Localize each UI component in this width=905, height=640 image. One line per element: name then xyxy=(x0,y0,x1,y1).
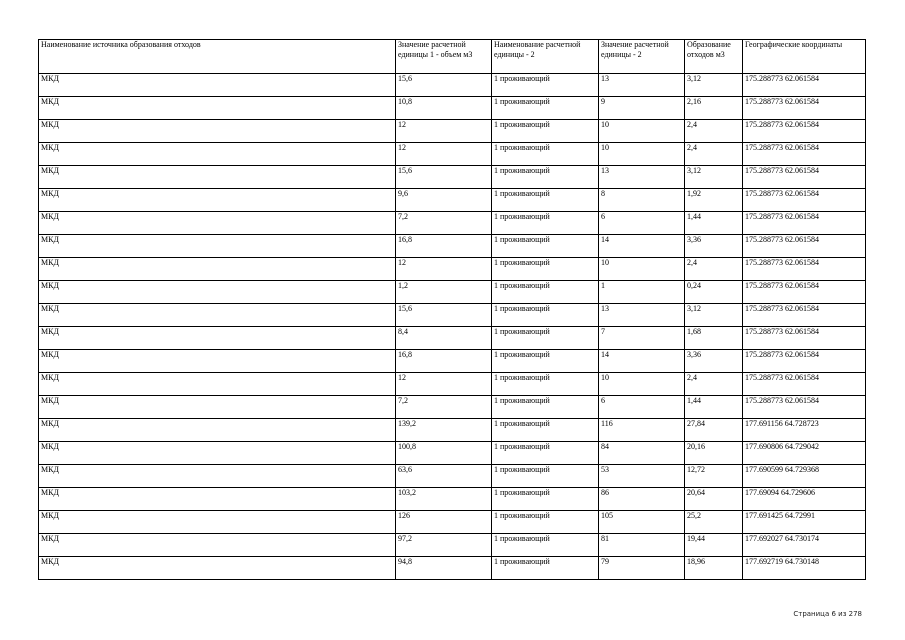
table-row xyxy=(39,557,866,580)
cell-unit-value-2: 8 xyxy=(599,189,685,212)
cell-unit-value-2: 79 xyxy=(599,557,685,580)
cell-unit-value-1: 7,2 xyxy=(396,396,492,419)
cell-waste-volume: 20,16 xyxy=(685,442,743,465)
cell-unit-value-1: 1,2 xyxy=(396,281,492,304)
table-row xyxy=(39,189,866,212)
cell-waste-volume: 18,96 xyxy=(685,557,743,580)
cell-unit-value-1: 9,6 xyxy=(396,189,492,212)
cell-unit-value-1: 97,2 xyxy=(396,534,492,557)
table-row xyxy=(39,143,866,166)
cell-waste-volume: 1,92 xyxy=(685,189,743,212)
cell-unit-name-2: 1 проживающий xyxy=(492,465,599,488)
cell-source: МКД xyxy=(39,327,396,350)
cell-unit-name-2: 1 проживающий xyxy=(492,511,599,534)
cell-source: МКД xyxy=(39,442,396,465)
cell-waste-volume: 1,68 xyxy=(685,327,743,350)
cell-unit-value-2: 10 xyxy=(599,143,685,166)
cell-unit-value-2: 7 xyxy=(599,327,685,350)
cell-unit-name-2: 1 проживающий xyxy=(492,373,599,396)
cell-unit-name-2: 1 проживающий xyxy=(492,396,599,419)
table-row xyxy=(39,258,866,281)
cell-coordinates: 177.69094 64.729606 xyxy=(743,488,866,511)
cell-source: МКД xyxy=(39,396,396,419)
cell-source: МКД xyxy=(39,304,396,327)
cell-unit-value-2: 13 xyxy=(599,304,685,327)
cell-unit-name-2: 1 проживающий xyxy=(492,120,599,143)
cell-waste-volume: 3,36 xyxy=(685,350,743,373)
cell-coordinates: 175.288773 62.061584 xyxy=(743,166,866,189)
cell-unit-name-2: 1 проживающий xyxy=(492,304,599,327)
column-header-unit-value-1: Значение расчетной единицы 1 - объем м3 xyxy=(396,40,492,74)
cell-unit-value-1: 63,6 xyxy=(396,465,492,488)
cell-coordinates: 175.288773 62.061584 xyxy=(743,120,866,143)
cell-unit-name-2: 1 проживающий xyxy=(492,235,599,258)
cell-unit-value-1: 94,8 xyxy=(396,557,492,580)
cell-unit-name-2: 1 проживающий xyxy=(492,281,599,304)
column-header-unit-value-2: Значение расчетной единицы - 2 xyxy=(599,40,685,74)
column-header-unit-name-2: Наименование расчетной единицы - 2 xyxy=(492,40,599,74)
cell-unit-value-1: 12 xyxy=(396,120,492,143)
waste-sources-table xyxy=(38,39,866,580)
cell-unit-name-2: 1 проживающий xyxy=(492,557,599,580)
cell-unit-value-1: 7,2 xyxy=(396,212,492,235)
cell-unit-name-2: 1 проживающий xyxy=(492,258,599,281)
cell-source: МКД xyxy=(39,189,396,212)
cell-waste-volume: 1,44 xyxy=(685,396,743,419)
table-row xyxy=(39,281,866,304)
cell-coordinates: 177.692027 64.730174 xyxy=(743,534,866,557)
cell-coordinates: 175.288773 62.061584 xyxy=(743,258,866,281)
cell-unit-value-2: 14 xyxy=(599,350,685,373)
cell-waste-volume: 0,24 xyxy=(685,281,743,304)
cell-coordinates: 175.288773 62.061584 xyxy=(743,143,866,166)
table-row xyxy=(39,235,866,258)
cell-coordinates: 175.288773 62.061584 xyxy=(743,396,866,419)
table-row xyxy=(39,327,866,350)
cell-unit-name-2: 1 проживающий xyxy=(492,534,599,557)
cell-unit-value-2: 81 xyxy=(599,534,685,557)
cell-coordinates: 175.288773 62.061584 xyxy=(743,235,866,258)
cell-waste-volume: 2,4 xyxy=(685,120,743,143)
cell-unit-value-2: 13 xyxy=(599,74,685,97)
cell-unit-name-2: 1 проживающий xyxy=(492,166,599,189)
column-header-waste-volume: Образование отходов м3 xyxy=(685,40,743,74)
cell-unit-value-2: 53 xyxy=(599,465,685,488)
cell-unit-value-2: 10 xyxy=(599,258,685,281)
table-row xyxy=(39,212,866,235)
cell-unit-value-1: 16,8 xyxy=(396,350,492,373)
cell-unit-value-1: 139,2 xyxy=(396,419,492,442)
cell-source: МКД xyxy=(39,74,396,97)
cell-coordinates: 177.691425 64.72991 xyxy=(743,511,866,534)
cell-source: МКД xyxy=(39,534,396,557)
cell-waste-volume: 3,12 xyxy=(685,304,743,327)
table-row xyxy=(39,534,866,557)
table-row xyxy=(39,396,866,419)
cell-coordinates: 175.288773 62.061584 xyxy=(743,327,866,350)
page-number-footer: Страница 6 из 278 xyxy=(793,610,862,618)
cell-coordinates: 175.288773 62.061584 xyxy=(743,373,866,396)
table-row xyxy=(39,511,866,534)
cell-source: МКД xyxy=(39,166,396,189)
cell-waste-volume: 2,4 xyxy=(685,373,743,396)
cell-unit-value-1: 15,6 xyxy=(396,74,492,97)
cell-source: МКД xyxy=(39,488,396,511)
cell-source: МКД xyxy=(39,97,396,120)
cell-unit-name-2: 1 проживающий xyxy=(492,97,599,120)
cell-source: МКД xyxy=(39,511,396,534)
cell-unit-value-1: 126 xyxy=(396,511,492,534)
cell-coordinates: 177.691156 64.728723 xyxy=(743,419,866,442)
cell-coordinates: 175.288773 62.061584 xyxy=(743,304,866,327)
cell-unit-name-2: 1 проживающий xyxy=(492,488,599,511)
cell-waste-volume: 2,4 xyxy=(685,258,743,281)
table-row xyxy=(39,419,866,442)
cell-unit-value-2: 86 xyxy=(599,488,685,511)
table-row xyxy=(39,465,866,488)
cell-unit-name-2: 1 проживающий xyxy=(492,189,599,212)
cell-unit-value-1: 100,8 xyxy=(396,442,492,465)
cell-coordinates: 175.288773 62.061584 xyxy=(743,212,866,235)
cell-waste-volume: 12,72 xyxy=(685,465,743,488)
cell-source: МКД xyxy=(39,373,396,396)
cell-source: МКД xyxy=(39,143,396,166)
cell-unit-value-2: 1 xyxy=(599,281,685,304)
cell-waste-volume: 1,44 xyxy=(685,212,743,235)
cell-unit-value-2: 116 xyxy=(599,419,685,442)
cell-unit-name-2: 1 проживающий xyxy=(492,327,599,350)
cell-waste-volume: 27,84 xyxy=(685,419,743,442)
table-row xyxy=(39,488,866,511)
cell-unit-value-1: 8,4 xyxy=(396,327,492,350)
table-row xyxy=(39,120,866,143)
cell-source: МКД xyxy=(39,350,396,373)
cell-source: МКД xyxy=(39,120,396,143)
cell-unit-value-2: 9 xyxy=(599,97,685,120)
cell-unit-value-1: 16,8 xyxy=(396,235,492,258)
cell-coordinates: 175.288773 62.061584 xyxy=(743,74,866,97)
cell-unit-value-1: 10,8 xyxy=(396,97,492,120)
table-row xyxy=(39,373,866,396)
cell-source: МКД xyxy=(39,281,396,304)
table-row xyxy=(39,304,866,327)
cell-unit-value-2: 6 xyxy=(599,396,685,419)
cell-unit-value-1: 12 xyxy=(396,143,492,166)
cell-unit-value-2: 13 xyxy=(599,166,685,189)
table-row xyxy=(39,166,866,189)
cell-waste-volume: 3,12 xyxy=(685,74,743,97)
cell-unit-value-1: 12 xyxy=(396,258,492,281)
cell-coordinates: 175.288773 62.061584 xyxy=(743,281,866,304)
cell-unit-value-1: 103,2 xyxy=(396,488,492,511)
cell-waste-volume: 25,2 xyxy=(685,511,743,534)
cell-coordinates: 177.690599 64.729368 xyxy=(743,465,866,488)
column-header-source: Наименование источника образования отходов xyxy=(39,40,396,74)
cell-unit-value-2: 10 xyxy=(599,120,685,143)
cell-waste-volume: 19,44 xyxy=(685,534,743,557)
cell-unit-name-2: 1 проживающий xyxy=(492,419,599,442)
cell-coordinates: 175.288773 62.061584 xyxy=(743,97,866,120)
cell-waste-volume: 3,36 xyxy=(685,235,743,258)
column-header-coordinates: Географические координаты xyxy=(743,40,866,74)
cell-unit-name-2: 1 проживающий xyxy=(492,74,599,97)
cell-source: МКД xyxy=(39,212,396,235)
cell-source: МКД xyxy=(39,235,396,258)
cell-unit-value-2: 10 xyxy=(599,373,685,396)
cell-unit-value-1: 12 xyxy=(396,373,492,396)
cell-waste-volume: 2,16 xyxy=(685,97,743,120)
cell-unit-name-2: 1 проживающий xyxy=(492,442,599,465)
cell-source: МКД xyxy=(39,557,396,580)
cell-source: МКД xyxy=(39,258,396,281)
cell-unit-name-2: 1 проживающий xyxy=(492,350,599,373)
cell-coordinates: 177.690806 64.729042 xyxy=(743,442,866,465)
table-row xyxy=(39,350,866,373)
cell-unit-value-2: 105 xyxy=(599,511,685,534)
cell-source: МКД xyxy=(39,419,396,442)
cell-coordinates: 177.692719 64.730148 xyxy=(743,557,866,580)
table-row xyxy=(39,442,866,465)
cell-unit-value-2: 84 xyxy=(599,442,685,465)
cell-source: МКД xyxy=(39,465,396,488)
cell-unit-value-1: 15,6 xyxy=(396,166,492,189)
cell-waste-volume: 2,4 xyxy=(685,143,743,166)
cell-coordinates: 175.288773 62.061584 xyxy=(743,189,866,212)
cell-unit-value-2: 6 xyxy=(599,212,685,235)
cell-unit-name-2: 1 проживающий xyxy=(492,143,599,166)
table-row xyxy=(39,97,866,120)
cell-unit-name-2: 1 проживающий xyxy=(492,212,599,235)
cell-waste-volume: 3,12 xyxy=(685,166,743,189)
cell-waste-volume: 20,64 xyxy=(685,488,743,511)
cell-unit-value-2: 14 xyxy=(599,235,685,258)
cell-unit-value-1: 15,6 xyxy=(396,304,492,327)
table-header-row xyxy=(39,40,866,74)
table-row xyxy=(39,74,866,97)
cell-coordinates: 175.288773 62.061584 xyxy=(743,350,866,373)
table-body xyxy=(39,74,866,580)
